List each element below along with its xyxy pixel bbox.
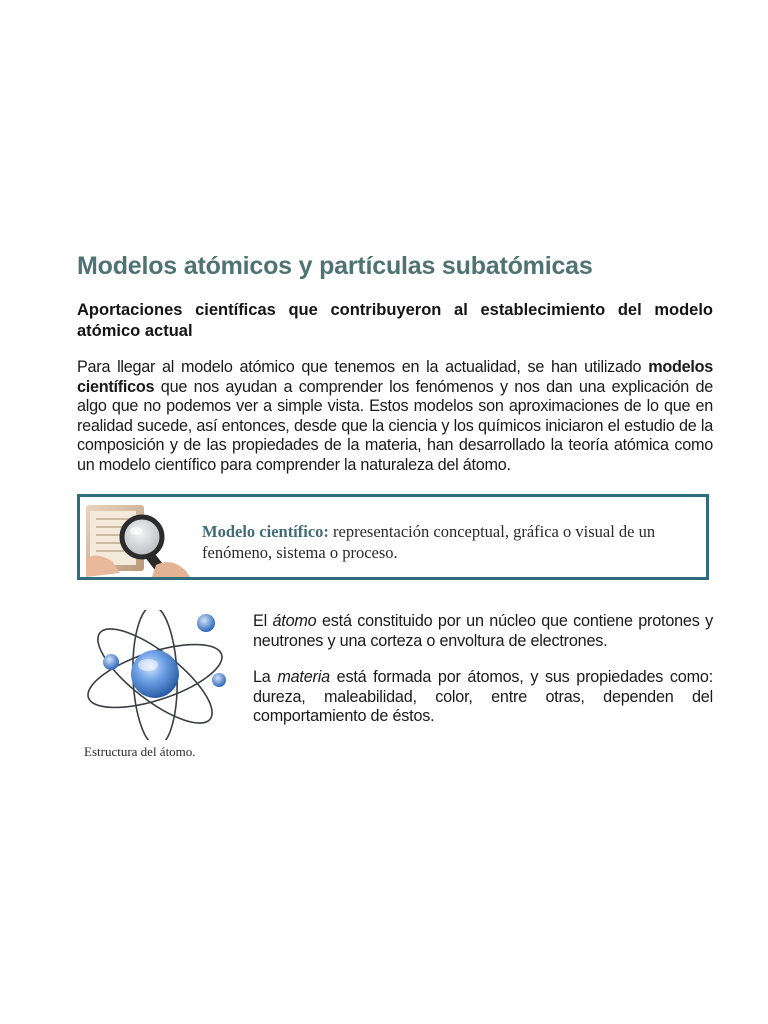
atom-icon xyxy=(80,610,230,740)
definition-text xyxy=(202,521,692,563)
matter-paragraph xyxy=(253,668,713,727)
page-title: Modelos atómicos y partículas subatómicas xyxy=(77,252,593,280)
intro-paragraph xyxy=(77,358,713,475)
matter-term: materia xyxy=(277,668,330,686)
magnifying-glass-icon xyxy=(86,501,190,577)
definition-term: Modelo científico: xyxy=(202,522,329,541)
atom-text-1b: está constituido por un núcleo que contiene protones y neutrones y una corteza o envoltura de electrones. xyxy=(253,612,713,650)
section-subtitle: Aportaciones científicas que contribuyeron al establecimiento del modelo atómico actual xyxy=(77,301,713,340)
atom-text-1a: El xyxy=(253,612,273,630)
intro-bold-term: modelos científicos xyxy=(77,358,713,396)
atom-caption: Estructura del átomo. xyxy=(84,744,196,759)
intro-text-1: Para llegar al modelo atómico que tenemos en la actualidad, se han utilizado xyxy=(77,358,649,376)
definition-body: representación conceptual, gráfica o visual de un fenómeno, sistema o proceso. xyxy=(202,522,656,562)
matter-text-a: La xyxy=(253,668,278,686)
definition-box xyxy=(77,494,709,580)
atom-term: átomo xyxy=(272,612,317,630)
intro-text-2: que nos ayudan a comprender los fenómenos y nos dan una explicación de algo que no podemos ver a simple vista. Estos modelos son aproximaciones de lo que en realidad sucede, así entonces, desde que la ciencia y los químicos iniciaron el estudio de la composición y de las propiedades de la materia, han desarrollado la teoría atómica como un modelo científico para comprender la naturaleza del átomo. xyxy=(77,377,713,474)
atom-paragraph xyxy=(253,612,713,651)
matter-text-b: está formada por átomos, y sus propiedades como: dureza, maleabilidad, color, entre otras, dependen del comportamiento de éstos. xyxy=(253,668,713,725)
